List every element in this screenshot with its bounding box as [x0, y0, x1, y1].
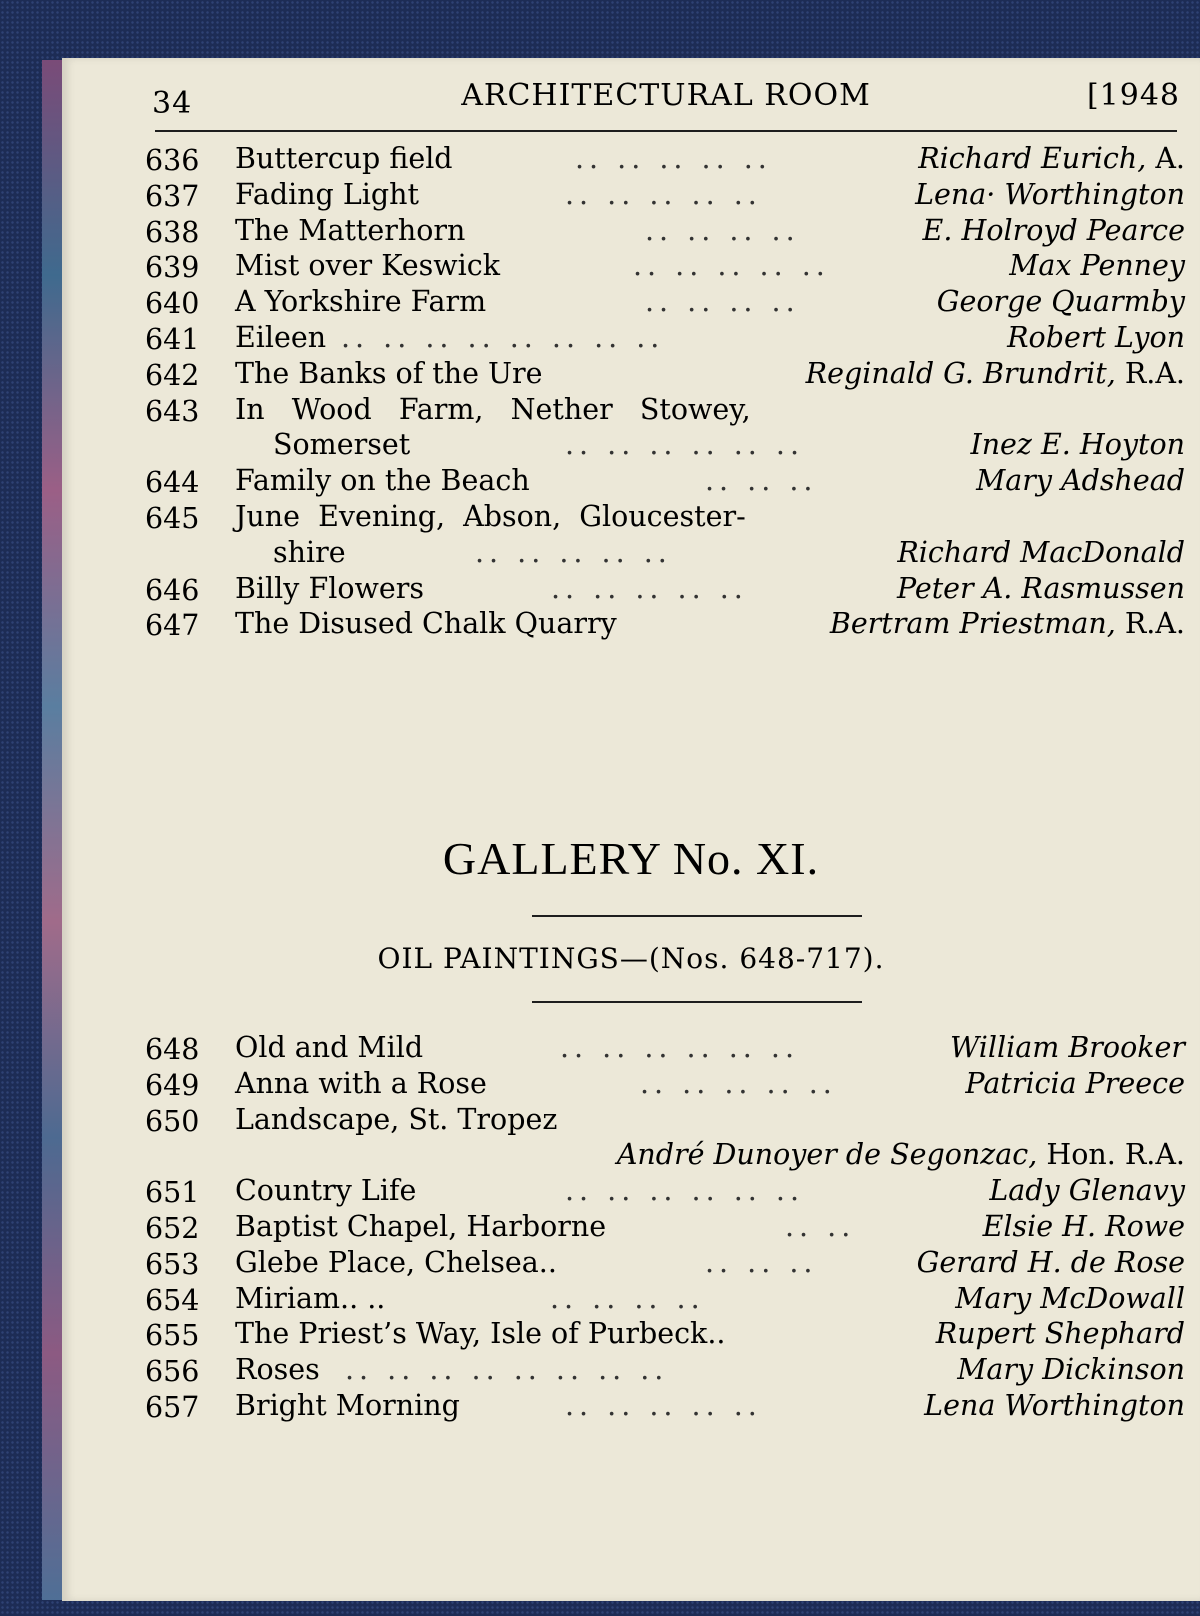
leader-dots: .. .. .. .. ..: [640, 1066, 837, 1100]
leader-dots: .. .. ..: [705, 1245, 818, 1279]
entry-artist: Mary Adshead: [976, 464, 1185, 498]
entry-artist: Richard Eurich, A.: [918, 142, 1185, 175]
leader-dots: .. .. .. .. ..: [633, 249, 830, 283]
list-item: [145, 1246, 1185, 1282]
entry-artist: Patricia Preece: [965, 1066, 1185, 1100]
entry-number: 642: [145, 358, 200, 392]
entry-number: 655: [145, 1319, 200, 1353]
entry-title: Glebe Place, Chelsea..: [235, 1245, 557, 1279]
entry-artist: Lena· Worthington: [915, 177, 1185, 211]
list-item: [145, 536, 1185, 572]
entry-artist: Inez E. Hoyton: [970, 428, 1185, 462]
entry-artist: Peter A. Rasmussen: [896, 571, 1185, 605]
leader-dots: .. .. ..: [705, 464, 818, 498]
entry-artist: Robert Lyon: [1007, 320, 1185, 354]
leader-dots: .. .. .. .. ..: [475, 535, 672, 569]
entry-number: 637: [145, 179, 200, 213]
list-item: [145, 1067, 1185, 1103]
heading-rule-lower: [532, 1001, 862, 1003]
page-number: 34: [152, 86, 193, 121]
entry-title: shire: [273, 535, 346, 569]
entry-number: 650: [145, 1104, 200, 1138]
entry-title: In Wood Farm, Nether Stowey,: [235, 392, 751, 426]
entry-title: Old and Mild: [235, 1031, 424, 1064]
list-item: [145, 393, 1185, 429]
entry-title: The Banks of the Ure: [235, 356, 543, 390]
entry-title: Roses: [235, 1353, 320, 1387]
entry-artist: Bertram Priestman, R.A.: [829, 607, 1185, 641]
leader-dots: .. ..: [785, 1209, 856, 1243]
leader-dots: .. .. .. ..: [645, 213, 800, 247]
list-item: [145, 1031, 1185, 1067]
leader-dots: .. .. .. .. .. ..: [560, 1031, 800, 1064]
leader-dots: .. .. .. ..: [550, 1281, 705, 1315]
entry-number: 651: [145, 1176, 200, 1210]
entry-number: 644: [145, 466, 200, 500]
entry-title: Baptist Chapel, Harborne: [235, 1209, 607, 1243]
list-item: [145, 1138, 1185, 1174]
list-item: [145, 1389, 1185, 1425]
leader-dots: .. .. .. .. .. .. .. ..: [345, 1353, 669, 1387]
entry-number: 638: [145, 215, 200, 249]
list-item: [145, 1210, 1185, 1246]
list-item: [145, 178, 1185, 214]
entry-number: 653: [145, 1247, 200, 1281]
heading-rule-upper: [532, 915, 862, 917]
list-item: [145, 464, 1185, 500]
entry-title: The Matterhorn: [235, 213, 466, 247]
list-item: [145, 214, 1185, 250]
list-item: [145, 285, 1185, 321]
leader-dots: .. .. .. .. ..: [551, 571, 748, 605]
entry-title: Family on the Beach: [235, 464, 530, 498]
list-item: [145, 1317, 1185, 1353]
entry-title: Somerset: [273, 428, 411, 462]
list-item: [145, 321, 1185, 357]
leader-dots: .. .. .. .. .. .. .. ..: [341, 320, 665, 354]
section-subheading: OIL PAINTINGS—(Nos. 648-717).: [377, 942, 885, 975]
list-item: [145, 1282, 1185, 1318]
entry-artist: Elsie H. Rowe: [982, 1209, 1185, 1243]
entry-artist: Mary Dickinson: [957, 1353, 1185, 1387]
entry-artist: E. Holroyd Pearce: [922, 213, 1185, 247]
entry-number: 636: [145, 144, 200, 177]
entry-title: A Yorkshire Farm: [235, 285, 487, 319]
entry-title: Buttercup field: [235, 142, 453, 175]
entry-title: June Evening, Abson, Gloucester-: [235, 499, 746, 533]
entry-number: 643: [145, 394, 200, 428]
year-label: [1948: [1086, 78, 1180, 113]
entry-number: 646: [145, 573, 200, 607]
entry-title: Mist over Keswick: [235, 249, 501, 283]
leader-dots: .. .. .. .. ..: [575, 142, 772, 175]
entry-artist: William Brooker: [950, 1031, 1185, 1064]
entry-title: The Disused Chalk Quarry: [235, 607, 617, 641]
entry-number: 657: [145, 1390, 200, 1424]
entry-artist: Max Penney: [1009, 249, 1185, 283]
entry-number: 645: [145, 501, 200, 535]
list-item: [145, 142, 1185, 178]
entry-artist: Lena Worthington: [924, 1388, 1185, 1422]
leader-dots: .. .. .. .. .. ..: [565, 428, 805, 462]
list-item: [145, 572, 1185, 608]
entry-number: 656: [145, 1355, 200, 1389]
book-edge-marbling: [42, 60, 64, 1600]
entry-title: Fading Light: [235, 177, 419, 211]
list-item: [145, 357, 1185, 393]
entry-title: Bright Morning: [235, 1388, 460, 1422]
list-item: [145, 1353, 1185, 1389]
entry-artist: Richard MacDonald: [897, 535, 1185, 569]
entry-list-architectural-room: [145, 142, 1185, 643]
entry-artist: Mary McDowall: [955, 1281, 1185, 1315]
leader-dots: .. .. .. ..: [645, 285, 800, 319]
entry-number: 647: [145, 609, 200, 643]
leader-dots: .. .. .. .. ..: [565, 1388, 762, 1422]
entry-artist: Rupert Shephard: [935, 1317, 1185, 1351]
entry-title: Landscape, St. Tropez: [235, 1102, 558, 1136]
entry-number: 652: [145, 1211, 200, 1245]
entry-number: 641: [145, 322, 200, 356]
leader-dots: .. .. .. .. .. ..: [565, 1174, 805, 1208]
page-header: [152, 78, 1180, 120]
list-item: [145, 607, 1185, 643]
list-item: [145, 1103, 1185, 1139]
entry-title: Anna with a Rose: [235, 1066, 487, 1100]
entry-title: Eileen: [235, 320, 327, 354]
entry-title: Billy Flowers: [235, 571, 425, 605]
entry-number: 648: [145, 1033, 200, 1066]
entry-artist: George Quarmby: [936, 285, 1185, 319]
list-item: [145, 1174, 1185, 1210]
entry-title: The Priest’s Way, Isle of Purbeck..: [235, 1317, 726, 1351]
entry-artist: Reginald G. Brundrit, R.A.: [805, 356, 1185, 390]
entry-title: Miriam.. ..: [235, 1281, 386, 1315]
leader-dots: .. .. .. .. ..: [565, 177, 762, 211]
header-rule: [155, 130, 1177, 132]
entry-number: 649: [145, 1068, 200, 1102]
entry-title: Country Life: [235, 1174, 417, 1208]
gallery-heading: GALLERY No. XI.: [442, 833, 820, 884]
running-title: ARCHITECTURAL ROOM: [461, 78, 871, 113]
list-item: [145, 500, 1185, 536]
entry-list-gallery-xi: [145, 1031, 1185, 1425]
entry-number: 654: [145, 1283, 200, 1317]
list-item: [145, 428, 1185, 464]
entry-artist: André Dunoyer de Segonzac, Hon. R.A.: [616, 1138, 1185, 1172]
entry-artist: Gerard H. de Rose: [916, 1245, 1185, 1279]
entry-number: 640: [145, 287, 200, 321]
list-item: [145, 249, 1185, 285]
entry-number: 639: [145, 251, 200, 285]
entry-artist: Lady Glenavy: [989, 1174, 1185, 1208]
